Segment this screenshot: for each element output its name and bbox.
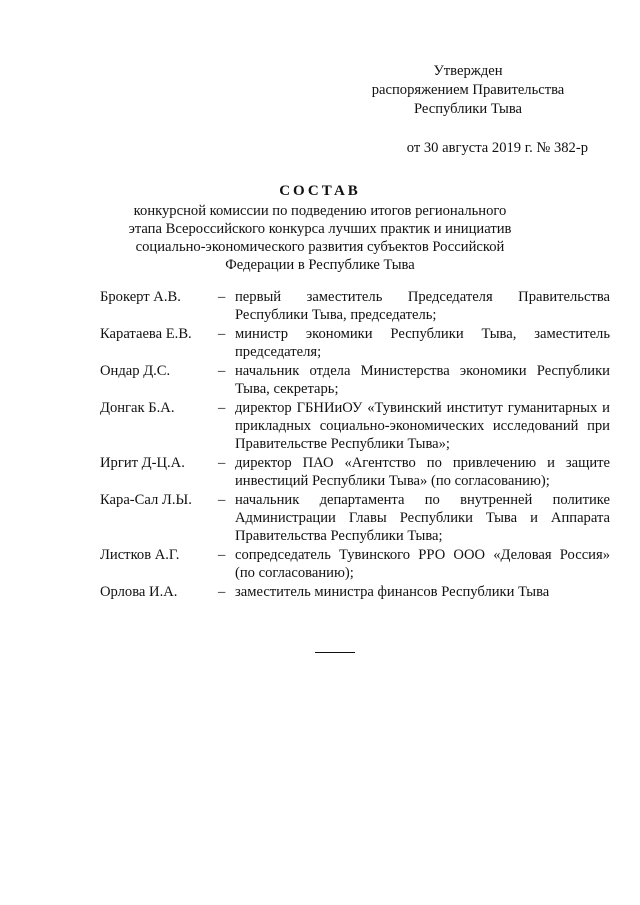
- approval-date: от 30 августа 2019 г. № 382-р: [406, 140, 588, 156]
- member-role: заместитель министра финансов Республики Тыва: [235, 584, 550, 600]
- member-dash: –: [218, 289, 226, 305]
- member-name: Ондар Д.С.: [100, 363, 171, 379]
- member-row: [100, 325, 610, 361]
- member-row: [100, 288, 610, 324]
- member-name: Иргит Д-Ц.А.: [100, 455, 185, 471]
- member-role: сопредседатель Тувинского РРО ООО «Деловая Россия» (по согласованию);: [235, 547, 610, 581]
- approval-line-1: Утвержден: [433, 63, 503, 79]
- document-subtitle: конкурсной комиссии по подведению итогов регионального этапа Всероссийского конкурса лучших практик и инициатив социально-экономического развития субъектов Российской Федерации в Республике Тыва: [128, 203, 512, 273]
- member-dash: –: [218, 455, 226, 471]
- member-name: Орлова И.А.: [100, 584, 178, 600]
- member-role: начальник отдела Министерства экономики Республики Тыва, секретарь;: [235, 363, 610, 397]
- member-role: директор ПАО «Агентство по привлечению и защите инвестиций Республики Тыва» (по согласованию);: [235, 455, 610, 489]
- member-row: [100, 546, 610, 582]
- end-separator-line: [315, 652, 355, 653]
- member-row: [100, 454, 610, 490]
- member-role: министр экономики Республики Тыва, заместитель председателя;: [235, 326, 610, 360]
- member-name: Донгак Б.А.: [100, 400, 175, 416]
- member-row: [100, 583, 610, 601]
- approval-line-3: Республики Тыва: [413, 101, 523, 117]
- member-name: Листков А.Г.: [100, 547, 180, 563]
- member-name: Брокерт А.В.: [100, 289, 181, 305]
- member-name: Каратаева Е.В.: [100, 326, 192, 342]
- commission-member-list: [100, 288, 610, 602]
- member-role: начальник департамента по внутренней политике Администрации Главы Республики Тыва и Аппарата Правительства Республики Тыва;: [235, 492, 610, 544]
- member-dash: –: [218, 547, 226, 563]
- document-heading: [0, 181, 640, 274]
- member-dash: –: [218, 400, 226, 416]
- approval-stamp: [348, 62, 588, 158]
- member-row: [100, 362, 610, 398]
- member-dash: –: [218, 584, 226, 600]
- document-title: СОСТАВ: [279, 183, 361, 199]
- member-role: первый заместитель Председателя Правительства Республики Тыва, председатель;: [235, 289, 610, 323]
- member-dash: –: [218, 492, 226, 508]
- member-dash: –: [218, 326, 226, 342]
- member-row: [100, 491, 610, 545]
- member-name: Кара-Сал Л.Ы.: [100, 492, 192, 508]
- member-role: директор ГБНИиОУ «Тувинский институт гуманитарных и прикладных социально-экономических исследований при Правительстве Республики Тыва»;: [235, 400, 610, 452]
- member-dash: –: [218, 363, 226, 379]
- approval-line-2: распоряжением Правительства: [371, 82, 565, 98]
- member-row: [100, 399, 610, 453]
